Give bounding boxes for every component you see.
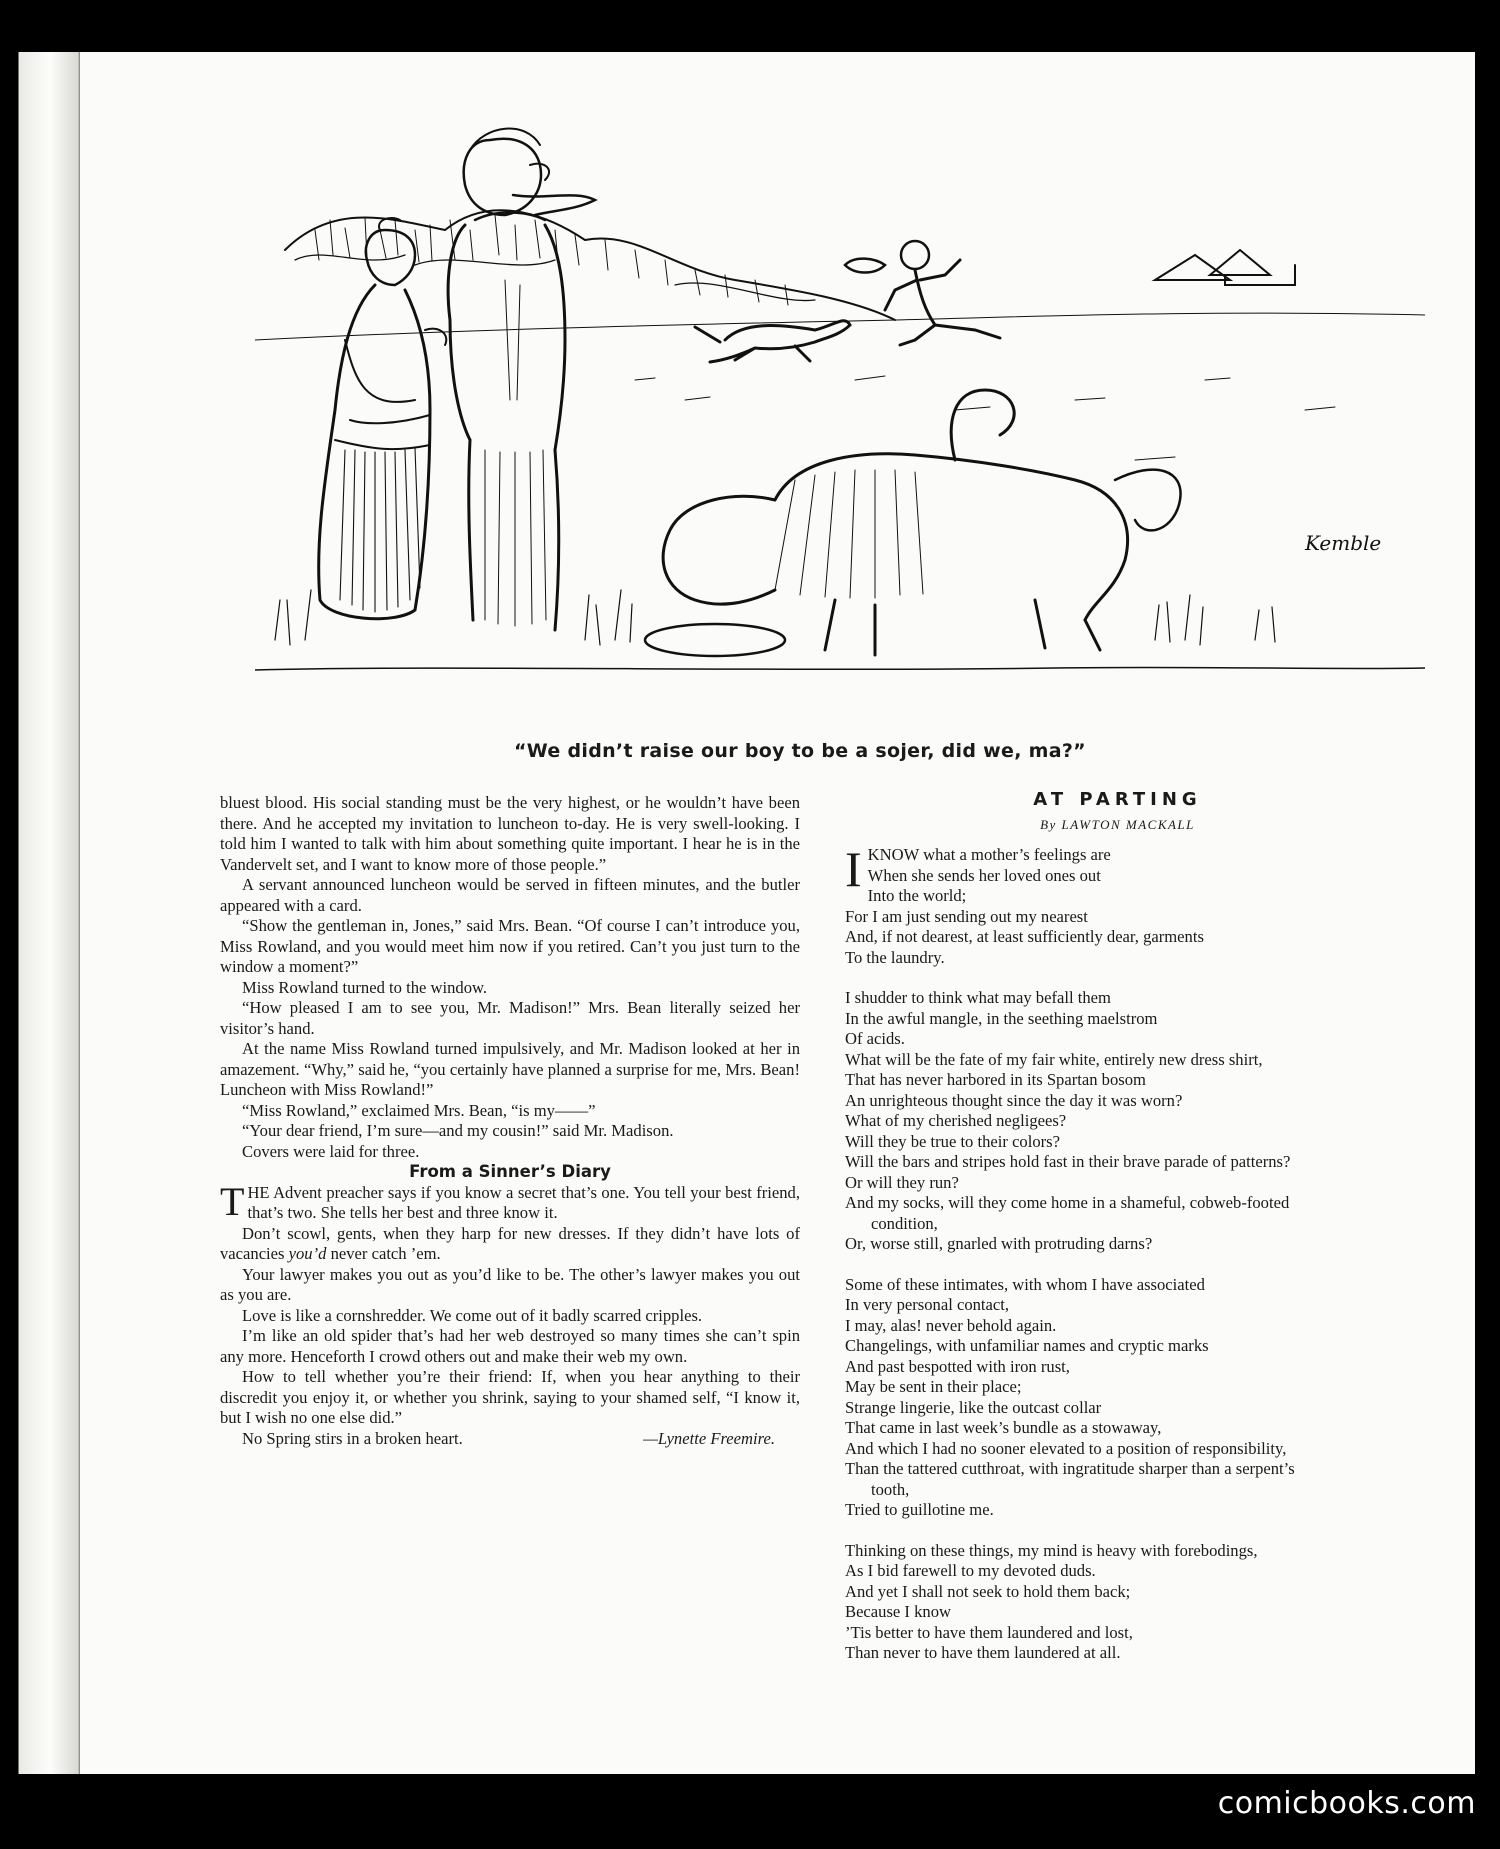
poem-line: Of acids. (845, 1029, 905, 1048)
story-paragraph: “How pleased I am to see you, Mr. Madison!” Mrs. Bean literally seized her visitor’s hand. (220, 998, 800, 1038)
poem-line: Some of these intimates, with whom I have associated (845, 1274, 1205, 1294)
diary-paragraph: Love is like a cornshredder. We come out of it badly scarred cripples. (242, 1305, 703, 1325)
diary-paragraph: I’m like an old spider that’s had her web destroyed so many times she can’t spin any more. Henceforth I crowd others out and make their web my own. (220, 1326, 800, 1366)
poem-line: And past bespotted with iron rust, (845, 1356, 1070, 1376)
poem-line: tooth, (871, 1479, 910, 1499)
poem-stanza-2 (845, 988, 1390, 1255)
poem-line: I shudder to think what may befall them (845, 988, 1111, 1007)
poem-line: And my socks, will they come home in a shameful, cobweb-footed (845, 1193, 1290, 1212)
diary-signature: —Lynette Freemire. (643, 1428, 775, 1448)
poem-line: When she sends her loved ones out (867, 865, 1101, 885)
diary-paragraph: How to tell whether you’re their friend: If, when you hear anything to their discredit you enjoy it, or whether you shrink, saying to your shamed self, “I know it, but I wish no one else did.” (220, 1367, 800, 1427)
poem-line: To the laundry. (845, 947, 945, 967)
poem-line: Or will they run? (845, 1172, 959, 1192)
book-spine (0, 52, 80, 1774)
poem-line: Will they be true to their colors? (845, 1131, 1060, 1151)
poem-line: Into the world; (867, 886, 967, 905)
poem-line: That has never harbored in its Spartan bosom (845, 1070, 1146, 1089)
poem-line: And yet I shall not seek to hold them back; (845, 1581, 1131, 1601)
poem-line: condition, (871, 1213, 938, 1233)
poem-line: ’Tis better to have them laundered and lost, (845, 1622, 1133, 1642)
poem-line: Or, worse still, gnarled with protruding darns? (845, 1234, 1153, 1253)
story-paragraph: “Show the gentleman in, Jones,” said Mrs. Bean. “Of course I can’t introduce you, Miss Rowland, and you would meet him now if you retired. Can’t you just turn to the window a moment?” (220, 916, 800, 976)
poem-line: In the awful mangle, in the seething maelstrom (845, 1008, 1158, 1028)
cartoon-illustration (255, 80, 1425, 730)
poem-line: As I bid farewell to my devoted duds. (845, 1561, 1096, 1580)
story-paragraph: “Your dear friend, I’m sure—and my cousin!” said Mr. Madison. (242, 1121, 674, 1140)
story-paragraph: “Miss Rowland,” exclaimed Mrs. Bean, “is my——” (242, 1100, 596, 1120)
illustration-caption: “We didn’t raise our boy to be a sojer, did we, ma?” (514, 740, 1086, 762)
poem-line: Than the tattered cutthroat, with ingratitude sharper than a serpent’s (845, 1459, 1295, 1478)
story-paragraph: Miss Rowland turned to the window. (242, 977, 488, 997)
diary-first-text: HE Advent preacher says if you know a secret that’s one. You tell your best friend, that’s two. She tells her best and three know it. (247, 1182, 800, 1222)
poem-line: Thinking on these things, my mind is heavy with forebodings, (845, 1540, 1258, 1560)
poem-stanza-3 (845, 1275, 1390, 1521)
diary-first-paragraph (220, 1178, 800, 1224)
poem-line: May be sent in their place; (845, 1377, 1022, 1396)
diary-last-line (220, 1429, 800, 1450)
diary-text: No Spring stirs in a broken heart. (242, 1428, 463, 1448)
poem-column (845, 790, 1390, 1664)
poem-line: Will the bars and stripes hold fast in their brave parade of patterns? (845, 1152, 1291, 1171)
poem-line: And which I had no sooner elevated to a position of responsibility, (845, 1438, 1287, 1458)
poem-line: And, if not dearest, at least sufficiently dear, garments (845, 927, 1204, 946)
story-paragraph: A servant announced luncheon would be served in fifteen minutes, and the butler appeared with a card. (220, 875, 800, 915)
artist-signature: Kemble (1305, 531, 1382, 555)
poem-line: What of my cherished negligees? (845, 1111, 1067, 1130)
poem-line: Because I know (845, 1602, 951, 1621)
poem-title: AT PARTING (1033, 789, 1202, 810)
site-watermark: comicbooks.com (1217, 1786, 1476, 1821)
diary-text: Don’t scowl, gents, when they harp for new dresses. If they didn’t have lots of vacancies (220, 1223, 800, 1263)
poem-first-stanza (845, 841, 1390, 968)
diary-emphasis: you’d (288, 1244, 327, 1263)
diary-title: From a Sinner’s Diary (409, 1162, 611, 1181)
diary-paragraph (220, 1224, 800, 1265)
poem-line: In very personal contact, (845, 1295, 1010, 1314)
poem-byline: By LAWTON MACKALL (1040, 816, 1195, 832)
diary-paragraph: Your lawyer makes you out as you’d like to be. The other’s lawyer makes you out as you are. (220, 1264, 800, 1304)
story-paragraph: Covers were laid for three. (242, 1141, 420, 1161)
diary-drop-cap: T (220, 1178, 245, 1224)
left-column (220, 793, 800, 1449)
poem-line: For I am just sending out my nearest (845, 906, 1088, 926)
poem-line: An unrighteous thought since the day it was worn? (845, 1090, 1183, 1110)
diary-text: never catch ’em. (326, 1244, 441, 1263)
poem-line: That came in last week’s bundle as a stowaway, (845, 1418, 1162, 1437)
story-paragraph: At the name Miss Rowland turned impulsively, and Mr. Madison looked at her in amazement. “Why,” said he, “you certainly have planned a surprise for me, Mrs. Bean! Luncheon with Miss Rowland!” (220, 1039, 800, 1099)
poem-line: I may, alas! never behold again. (845, 1315, 1057, 1335)
poem-line: What will be the fate of my fair white, entirely new dress shirt, (845, 1049, 1263, 1069)
story-paragraph: bluest blood. His social standing must be the very highest, or he wouldn’t have been there. And he accepted my invitation to luncheon to-day. He is very swell-looking. I told him I wanted to talk with him about something quite important. I hear he is in the Vandervelt set, and I want to know more of those people.” (220, 793, 800, 874)
poem-drop-cap: I (845, 841, 862, 897)
poem-line: Tried to guillotine me. (845, 1500, 994, 1519)
poem-stanza-4 (845, 1541, 1390, 1664)
poem-line: Strange lingerie, like the outcast collar (845, 1397, 1102, 1417)
poem-line: KNOW what a mother’s feelings are (867, 845, 1111, 864)
poem-line: Changelings, with unfamiliar names and cryptic marks (845, 1336, 1209, 1355)
poem-line: Than never to have them laundered at all. (845, 1643, 1121, 1662)
